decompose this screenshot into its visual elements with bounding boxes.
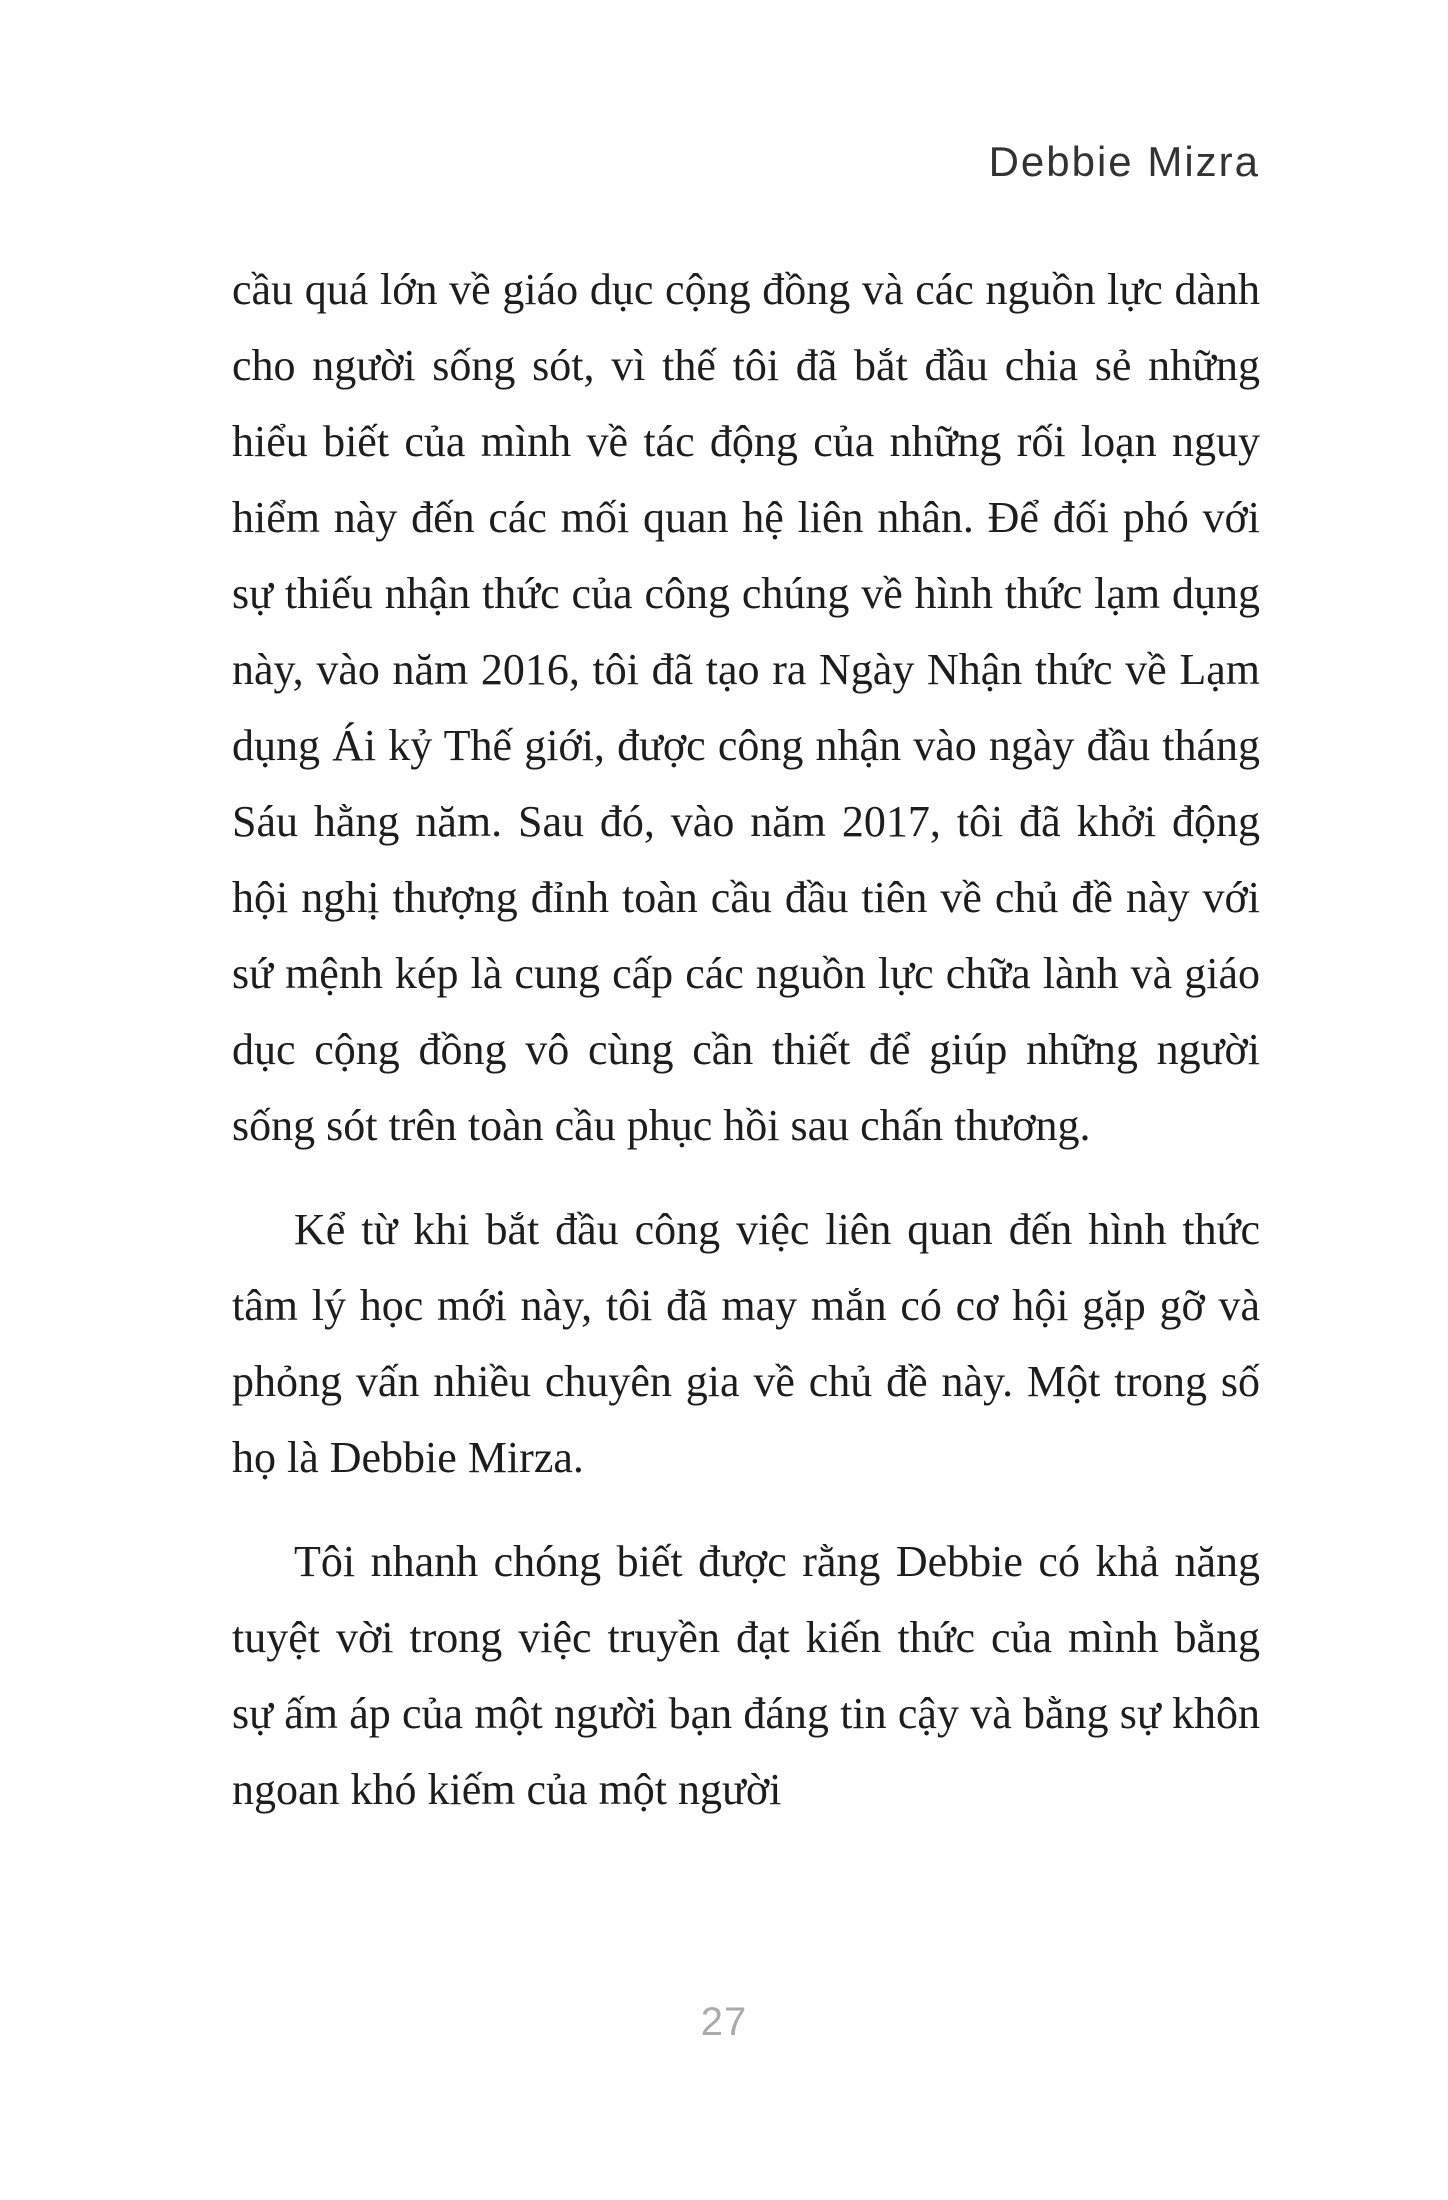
paragraph: Kể từ khi bắt đầu công việc liên quan đến hình thức tâm lý học mới này, tôi đã may mắn có cơ hội gặp gỡ và phỏng vấn nhiều chuyên gia về chủ đề này. Một trong số họ là Debbie Mirza. <box>232 1205 1260 1482</box>
paragraph: Tôi nhanh chóng biết được rằng Debbie có khả năng tuyệt vời trong việc truyền đạt kiến thức của mình bằng sự ấm áp của một người bạn đáng tin cậy và bằng sự khôn ngoan khó kiếm của một người <box>232 1537 1260 1814</box>
page-number: 27 <box>700 2000 748 2044</box>
running-header: Debbie Mizra <box>988 138 1260 185</box>
body-text <box>232 252 1260 1856</box>
paragraph-continuation: cầu quá lớn về giáo dục cộng đồng và các nguồn lực dành cho người sống sót, vì thế tôi đã bắt đầu chia sẻ những hiểu biết của mình về tác động của những rối loạn nguy hiểm này đến các mối quan hệ liên nhân. Để đối phó với sự thiếu nhận thức của công chúng về hình thức lạm dụng này, vào năm 2016, tôi đã tạo ra Ngày Nhận thức về Lạm dụng Ái kỷ Thế giới, được công nhận vào ngày đầu tháng Sáu hằng năm. Sau đó, vào năm 2017, tôi đã khởi động hội nghị thượng đỉnh toàn cầu đầu tiên về chủ đề này với sứ mệnh kép là cung cấp các nguồn lực chữa lành và giáo dục cộng đồng vô cùng cần thiết để giúp những người sống sót trên toàn cầu phục hồi sau chấn thương. <box>232 265 1260 1150</box>
